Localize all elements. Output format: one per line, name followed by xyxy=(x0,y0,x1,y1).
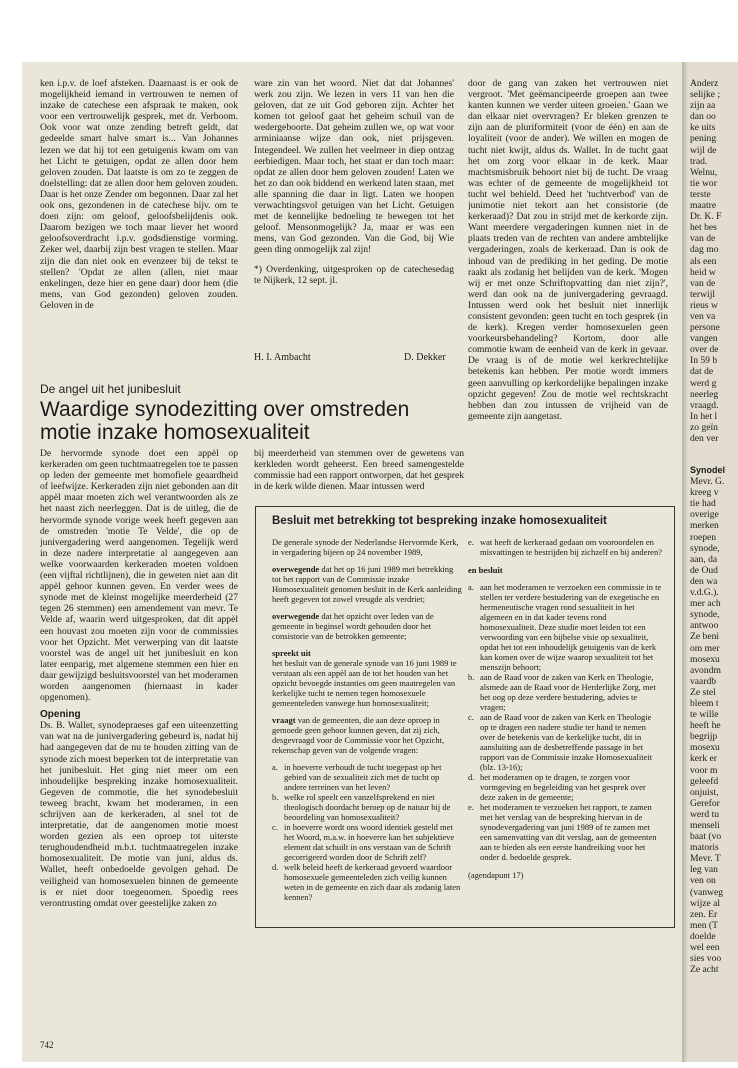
top-column-2 xyxy=(254,78,454,328)
edge-line: van de xyxy=(690,233,716,245)
edge-line: van de xyxy=(690,277,716,289)
edge-line: den ver xyxy=(690,433,719,444)
footnote: *) Overdenking, uitgesproken op de catechesedag te Nijkerk, 12 sept. jl. xyxy=(254,263,454,286)
edge-line: te wille xyxy=(690,709,719,721)
edge-line: tie wor xyxy=(690,177,717,189)
edge-line: vaardb xyxy=(690,675,717,687)
question-c: c. in hoeverre wordt ons woord identiek gesteld met het Woord, m.a.w. in hoeverre kan het subjektieve element dat schuilt in ons verstaan van de Schrift gecorrigeerd worden door de Schrift zelf? xyxy=(272,822,462,862)
opening-text: Ds. B. Wallet, synodepraeses gaf een uiteenzetting van wat na de junivergadering gebeurd is, nadat hij had aangegeven dat de nu te houden zitting van de synode zich moest beperken tot de interpretatie van het junibesluit. Het ging niet meer om een inhoudelijke bespreking inzake homosexualiteit. Gegeven de commotie, die het synodebesluit teweeg bracht, kwam het moderamen, in een schrijven aan de kerkeraden, al snel tot de interpretatie, dat de aangenomen motie moest worden gezien als een oproep tot uiterste terughoudendheid m.b.t. tuchtmaatregelen inzake homosexualiteit. De motie van juni, aldus ds. Wallet, heeft onbedoelde gevolgen gehad. De veiligheid van homosexuelen binnen de gemeente is er niet door toegenomen. Spoedig rees verontrusting omdat over geestelijke zaken zo xyxy=(40,720,238,909)
edge-line: zijn aa xyxy=(690,100,716,112)
edge-line: geleefd xyxy=(690,775,719,787)
resolution-b: b. aan de Raad voor de zaken van Kerk en Theologie, alsmede aan de Raad voor de Herderlijke Zorg, met het oog op deze verdere bestudering, advies te vragen; xyxy=(468,672,662,712)
edge-line: ven on xyxy=(690,875,716,887)
question-b-text: welke rol speelt een vanzelfsprekend en niet theologisch doordacht beroep op de natuur bij de beoordeling van homosexualiteit? xyxy=(284,792,451,822)
decision-box-column-2 xyxy=(468,537,662,922)
resolution-c-text: aan de Raad voor de zaken van Kerk en Theologie op te dragen een nadere studie ter hand te nemen over de betekenis van de kerkelijke tucht, dit in aansluiting aan de desbetreffende passage in het rapport van de Commissie inzake Homosexualiteit (blz. 13-16); xyxy=(480,712,653,772)
edge-line: synode, xyxy=(690,542,720,554)
decision-box xyxy=(255,506,675,928)
edge-line: zo geïn xyxy=(690,421,718,433)
edge-line: den wa xyxy=(690,575,718,587)
edge-line: maatre xyxy=(690,200,717,212)
resolution-a: a. aan het moderamen te verzoeken een commissie in te stellen ter verdere bestudering van de exegetische en hermeneutische vragen rond sexualiteit in het algemeen en in dat kader tevens rond homosexualiteit. Deze studie moet leiden tot een verwoording van een bijbelse visie op sexualiteit, opdat het tot een inhoudelijk getuigenis van de kerk kan komen over de wijze waarop sexualiteit tot het menszijn behoort; xyxy=(468,582,662,672)
edge-line: selijke ; xyxy=(690,89,721,101)
decision-box-column-1 xyxy=(272,537,462,922)
question-d-text: welk beleid heeft de kerkeraad gevoerd waardoor homosexuele gemeenteleden zich veilig kunnen weten in de gemeente en zich daar als zodanig laten kennen? xyxy=(284,862,461,902)
body-intro: De hervormde synode doet een appèl op kerkeraden om geen tuchtmaatregelen toe te passen op leden der gemeente met homofiele geaardheid of leefwijze. Kerkeraden zijn niet gebonden aan dit appèl maar moeten zich wel verantwoorden als ze het naast zich neerleggen. Dat is de uitleg, die de hervormde synode vorige week heeft gegeven aan de omstreden 'motie Te Velde', die op de junivergadering werd aangenomen. Tegelijk werd in deze nadere interpretatie al aangegeven aan welke voorwaarden kerkeraden moeten voldoen (een vijftal richtlijnen), die in geweten niet aan dit appèl gehoor kunnen geven. En verder wees de synode met de kleinst mogelijke meerderheid (27 tegen 26 stemmen) een amendement van mevr. Te Velde af, waarin werd uitgesproken, dat dit appèl een houvast zou moeten zijn voor de commissies voor het Opzicht. Met verwerping van dit laatste voorstel was de angel uit het junibesluit en kon later eenparig, met algemene stemmen een hier en daar gewijzigd besluitsvoorstel van het moderamen worden aangenomen (hiernaast in kader opgenomen). xyxy=(40,448,238,704)
question-e-text: wat heeft de kerkeraad gedaan om vooroordelen en misvattingen te bestrijden bij zichzelf en bij anderen? xyxy=(480,537,662,557)
resolution-e-text: het moderamen te verzoeken het rapport, te zamen met het verslag van de bespreking hiervan in de synodevergadering van juni 1989 of te zamen met een samenvatting van dit verslag, aan de gemeenten aan te bieden als een eerste handreiking voor het onder d. bedoelde gesprek. xyxy=(480,802,657,862)
edge-line: baat (vo xyxy=(690,831,722,843)
edge-line: het bes xyxy=(690,222,717,234)
edge-line: (vanweg xyxy=(690,886,724,898)
box-overwegende-1-text: dat het op 16 juni 1989 met betrekking tot het rapport van de Commissie inzake Homosexualiteit genomen besluit in de Kerk aanleiding heeft gegeven tot zowel vreugde als verdriet; xyxy=(272,564,462,604)
edge-line: Anderz xyxy=(690,78,719,89)
edge-line: mer ach xyxy=(690,598,721,610)
edge-line: mosexu xyxy=(690,653,720,665)
opening-subhead: Opening xyxy=(40,709,81,721)
box-vraagt xyxy=(272,715,462,755)
top-column-1-text: ken i.p.v. de loef afsteken. Daarnaast is er ook de mogelijkheid iemand in vertrouwen te nemen of inzake de catechese een afspraak te maken, ook voor een vertrouwelijk gesprek, met dr. Verboom. Ook voor wat onze zending betreft geldt, dat gedeelde smart halve smart is... Van Johannes lezen we dat hij tot een getuigenis kwam om van het Licht te getuigen, opdat ze allen door hem geloven zouden. Dat laatste is om zo te zeggen de doelstelling: dat ze allen door hem geloven zouden. Daar is het onze Zender om begonnen. Daar zal het ook ons, gezondenen in de catechese bijv. om te doen zijn: om geloof, geloofsbelijdenis ook. Daarom bezigen we toch maar liever het woord geloofsoverdracht i.p.v. godsdienstige vorming. Zeker wel, daarbij zijn best vragen te stellen. Maar zijn die dan niet ook en evenzeer bij de tekst te stellen? 'Opdat ze allen (allen, niet maar enkelingen, deze hier en gene daar) door hem (die mens, van God gezonden) geloven zouden. Geloven in de xyxy=(40,78,238,311)
edge-line: roepen xyxy=(690,531,717,543)
edge-line: als een xyxy=(690,255,717,267)
edge-line: ke uits xyxy=(690,122,716,134)
edge-line: rieus w xyxy=(690,299,718,311)
edge-line: persone xyxy=(690,322,720,334)
edge-line: sies voo xyxy=(690,953,722,965)
edge-line: werd tu xyxy=(690,808,720,820)
edge-line: om mer xyxy=(690,642,720,654)
edge-line: dag mo xyxy=(690,244,719,256)
edge-line: wijze al xyxy=(690,897,721,909)
edge-line: Gerefor xyxy=(690,797,720,809)
edge-line: Mevr. G. xyxy=(690,476,725,488)
edge-line: In het l xyxy=(690,410,718,422)
edge-line: Welnu, xyxy=(690,166,718,178)
edge-line: overige xyxy=(690,509,719,521)
agenda-point: (agendapunt 17) xyxy=(468,870,524,880)
signature-left: H. I. Ambacht xyxy=(254,352,311,363)
resolution-a-text: aan het moderamen te verzoeken een commissie in te stellen ter verdere bestudering van de exegetische en hermeneutische vragen rond sexualiteit in het algemeen en in dat kader tevens rond homosexualiteit. Deze studie moet leiden tot een verwoording van een bijbelse visie op sexualiteit, opdat het tot een inhoudelijk getuigenis van de kerk kan komen over de wijze waarop sexualiteit tot het menszijn behoort; xyxy=(480,582,662,672)
edge-line: mosexu xyxy=(690,742,720,754)
box-spreekt-uit-text: het besluit van de generale synode van 16 juni 1989 te verstaan als een appèl aan de tot het houden van het opzicht bevoegde instanties om geen maatregelen van kerkelijke tucht te nemen tegen homosexuele gemeenteleden vanwege hun homosexualiteit; xyxy=(272,658,457,708)
box-vraagt-label: vraagt xyxy=(272,715,296,725)
signature-right: D. Dekker xyxy=(404,352,446,363)
next-page-subhead: Synodel xyxy=(690,465,726,475)
next-page-top-fragment xyxy=(690,78,738,458)
box-overwegende-2-label: overwegende xyxy=(272,611,320,621)
edge-line: leg van xyxy=(690,864,718,876)
edge-line: vangen xyxy=(690,333,718,345)
edge-line: v.d.G.). xyxy=(690,587,719,599)
edge-line: men (T xyxy=(690,919,718,931)
edge-line: over de xyxy=(690,344,719,356)
resolution-d-text: het moderamen op te dragen, te zorgen voor vormgeving en begeleiding van het gesprek over deze zaken in de gemeente; xyxy=(480,772,646,802)
top-column-2-text: ware zin van het woord. Niet dat dat Johannes' werk zou zijn. We lezen in vers 11 van hen die geloven, dat ze uit God geboren zijn. Achter het komen tot geloof gaat het geheim schuil van de wedergeboorte. Dat geheim zullen we, op wat voor arminiaanse wijze dan ook, niet prijsgeven. Integendeel. We zullen het veelmeer in diep ontzag eerbiedigen. Maar toch, het staat er dan toch maar: opdat ze allen door hem geloven zouden! Laten we het zo dan ook biddend en werkend laten staan, met alle spanning die daar in ligt. Laten we hoopen verwachtingsvol getuigen van het Licht. Getuigen met de kennelijke bedoeling te bewegen tot het geloof. Mensonmogelijk? Ja, maar er was een mens, van God gezonden. Van die God, bij Wie geen ding onmogelijk zal zijn! xyxy=(254,78,454,256)
article-headline: Waardige synodezitting over omstreden motie inzake homosexualiteit xyxy=(40,398,410,444)
edge-line: avondm xyxy=(690,664,721,676)
edge-line: kerk er xyxy=(690,753,717,765)
edge-line: Dr. K. F xyxy=(690,211,722,223)
box-spreekt-uit-label: spreekt uit xyxy=(272,648,311,658)
edge-line: kreeg v xyxy=(690,487,719,499)
edge-line: synode, xyxy=(690,609,720,621)
question-a-text: in hoeverre verhoudt de tucht toegepast op het gebied van de sexualiteit zich met de tucht op andere terreinen van het leven? xyxy=(284,762,442,792)
box-besluit-label-text: en besluit xyxy=(468,565,503,575)
question-c-text: in hoeverre wordt ons woord identiek gesteld met het Woord, m.a.w. in hoeverre kan het subjektieve element dat schuilt in ons verstaan van de Schrift gecorrigeerd worden door de Schrift zelf? xyxy=(284,822,455,862)
box-vraagt-text: van de gemeenten, die aan deze oproep in gemoede geen gehoor kunnen geven, dat zij zich, desgevraagd voor de Commissie voor het Opzicht, rekenschap geven van de volgende vragen: xyxy=(272,715,445,755)
box-besluit-label xyxy=(468,565,662,575)
top-column-3 xyxy=(468,78,668,498)
edge-line: terste xyxy=(690,188,711,200)
edge-line: In 59 b xyxy=(690,355,718,367)
question-a: a. in hoeverre verhoudt de tucht toegepast op het gebied van de sexualiteit zich met de tucht op andere terreinen van het leven? xyxy=(272,762,462,792)
edge-line: heid w xyxy=(690,266,716,278)
edge-line: de Oud xyxy=(690,564,718,576)
question-d: d. welk beleid heeft de kerkeraad gevoerd waardoor homosexuele gemeenteleden zich veilig kunnen weten in de gemeente en zich daar als zodanig laten kennen? xyxy=(272,862,461,902)
next-page-bottom-fragment xyxy=(690,465,738,1045)
body-column-1 xyxy=(40,448,238,1038)
edge-line: tie had xyxy=(690,498,716,510)
edge-line: vraagd. xyxy=(690,399,719,411)
page-fold-shadow xyxy=(682,62,688,1062)
edge-line: pening xyxy=(690,133,717,145)
edge-line: Ze beni xyxy=(690,631,720,643)
question-e: e. wat heeft de kerkeraad gedaan om vooroordelen en misvattingen te bestrijden bij zichzelf en bij anderen? xyxy=(468,537,662,557)
edge-line: heeft he xyxy=(690,720,721,732)
edge-line: merken xyxy=(690,520,719,532)
box-overwegende-1-label: overwegende xyxy=(272,564,320,574)
edge-line: menseli xyxy=(690,820,720,831)
edge-line: wijl de xyxy=(690,144,717,156)
edge-line: matoris xyxy=(690,842,719,854)
box-intro: De generale synode der Nederlandse Hervormde Kerk, in vergadering bijeen op 24 november 1989, xyxy=(272,537,459,557)
edge-line: bleem t xyxy=(690,697,719,709)
box-overwegende-1 xyxy=(272,564,462,604)
edge-line: antwoo xyxy=(690,620,719,632)
edge-line: Ze acht xyxy=(690,964,719,976)
article-kicker: De angel uit het junibesluit xyxy=(40,382,181,396)
box-overwegende-2-text: dat het opzicht over leden van de gemeente in beginsel wordt gehouden door het consistorie van de betrokken gemeente; xyxy=(272,611,434,641)
page-number: 742 xyxy=(40,1040,54,1050)
edge-line: dan oo xyxy=(690,111,716,123)
resolution-e: e. het moderamen te verzoeken het rapport, te zamen met het verslag van de bespreking hiervan in de synodevergadering van juni 1989 of te zamen met een samenvatting van dit verslag, aan de gemeenten aan te bieden als een eerste handreiking voor het onder d. bedoelde gesprek. xyxy=(468,802,662,862)
edge-line: doelde xyxy=(690,930,716,942)
box-overwegende-2 xyxy=(272,611,462,641)
edge-line: Ze stel xyxy=(690,686,716,698)
body-column-2 xyxy=(254,448,464,504)
edge-line: begrijp xyxy=(690,731,718,743)
edge-line: dat de xyxy=(690,366,714,378)
edge-line: ven va xyxy=(690,310,716,322)
edge-line: wel een xyxy=(690,942,720,954)
edge-line: terwijl xyxy=(690,288,716,300)
edge-line: neerleg xyxy=(690,388,719,400)
decision-box-title: Besluit met betrekking tot bespreking inzake homosexualiteit xyxy=(272,515,607,527)
resolution-c: c. aan de Raad voor de zaken van Kerk en Theologie op te dragen een nadere studie ter hand te nemen over de betekenis van de kerkelijke tucht, dit in aansluiting aan de desbetreffende passage in het rapport van de Commissie inzake Homosexualiteit (blz. 13-16); xyxy=(468,712,662,772)
edge-line: trad. xyxy=(690,155,708,167)
resolution-b-text: aan de Raad voor de zaken van Kerk en Theologie, alsmede aan de Raad voor de Herderlijke Zorg, met het oog op deze verdere bestudering, advies te vragen; xyxy=(480,672,656,712)
body-column-2-text: bij meerderheid van stemmen over de gewetens van kerkleden wordt geheerst. Een breed samengestelde commissie had een rapport ontworpen, dat het gesprek in de kerk wilde dienen. Maar intussen werd xyxy=(254,448,464,493)
edge-line: Mevr. T xyxy=(690,853,721,865)
top-column-1 xyxy=(40,78,238,352)
edge-line: voor m xyxy=(690,764,718,776)
box-spreekt-uit xyxy=(272,648,462,708)
edge-line: onjuist, xyxy=(690,786,719,798)
edge-line: werd g xyxy=(690,377,717,389)
edge-line: aan, da xyxy=(690,553,718,565)
resolution-d: d. het moderamen op te dragen, te zorgen voor vormgeving en begeleiding van het gesprek over deze zaken in de gemeente; xyxy=(468,772,662,802)
top-column-3-text: door de gang van zaken het vertrouwen niet vergroot. 'Met geëmancipeerde groepen aan twee kanten kunnen we verder uiteen groeien.' Gaan we dan elkaar niet overvragen? Er bleken grenzen te zijn aan de pluriformiteit (voor de één) en aan de loyaliteit (voor de ander). We willen en mogen de tucht niet kwijt, aldus ds. Wallet. In de tucht gaat het om zorg voor elkaar in de kerk. Maar machtsmisbruik behoort niet bij de tucht. De vraag was echter of de gemeente de mogelijkheid tot tucht wel behield. Deed het 'tuchtverbod' van de junimotie niet tekort aan het consistorie (de kerkeraad)? Dat zou in strijd met de kerkorde zijn. Want meerdere vergaderingen kunnen niet in de plaats treden van de rechten van andere ambtelijke vergaderingen, zoals de kerkeraad. Dan is ook de inhoud van de prediking in het geding. De motie raakt als zodanig het belijden van de kerk. 'Mogen wij er met onze Schriftopvatting dan niet zijn?', werd dan ook na de junivergadering gevraagd. Intussen werd ook het besluit niet innerlijk consistent gevonden: geen tucht en toch gesprek (in de kerk). Kregen verder homosexuelen geen voorkeursbehandeling? Kortom, door alle commotie kwam de eenheid van de kerk in gevaar. De vraag is of de motie wel kerkrechtelijke betekenis kan hebben. Per motie wordt immers geen aanvulling op kerkordelijke bepalingen inzake opzicht gegeven! Zou de motie wel rechtskracht hebben dan zou intussen de vrijheid van de gemeente zijn aangetast. xyxy=(468,78,668,422)
edge-line: zen. Er xyxy=(690,908,718,920)
question-b: b. welke rol speelt een vanzelfsprekend en niet theologisch doordacht beroep op de natuur bij de beoordeling van homosexualiteit? xyxy=(272,792,462,822)
